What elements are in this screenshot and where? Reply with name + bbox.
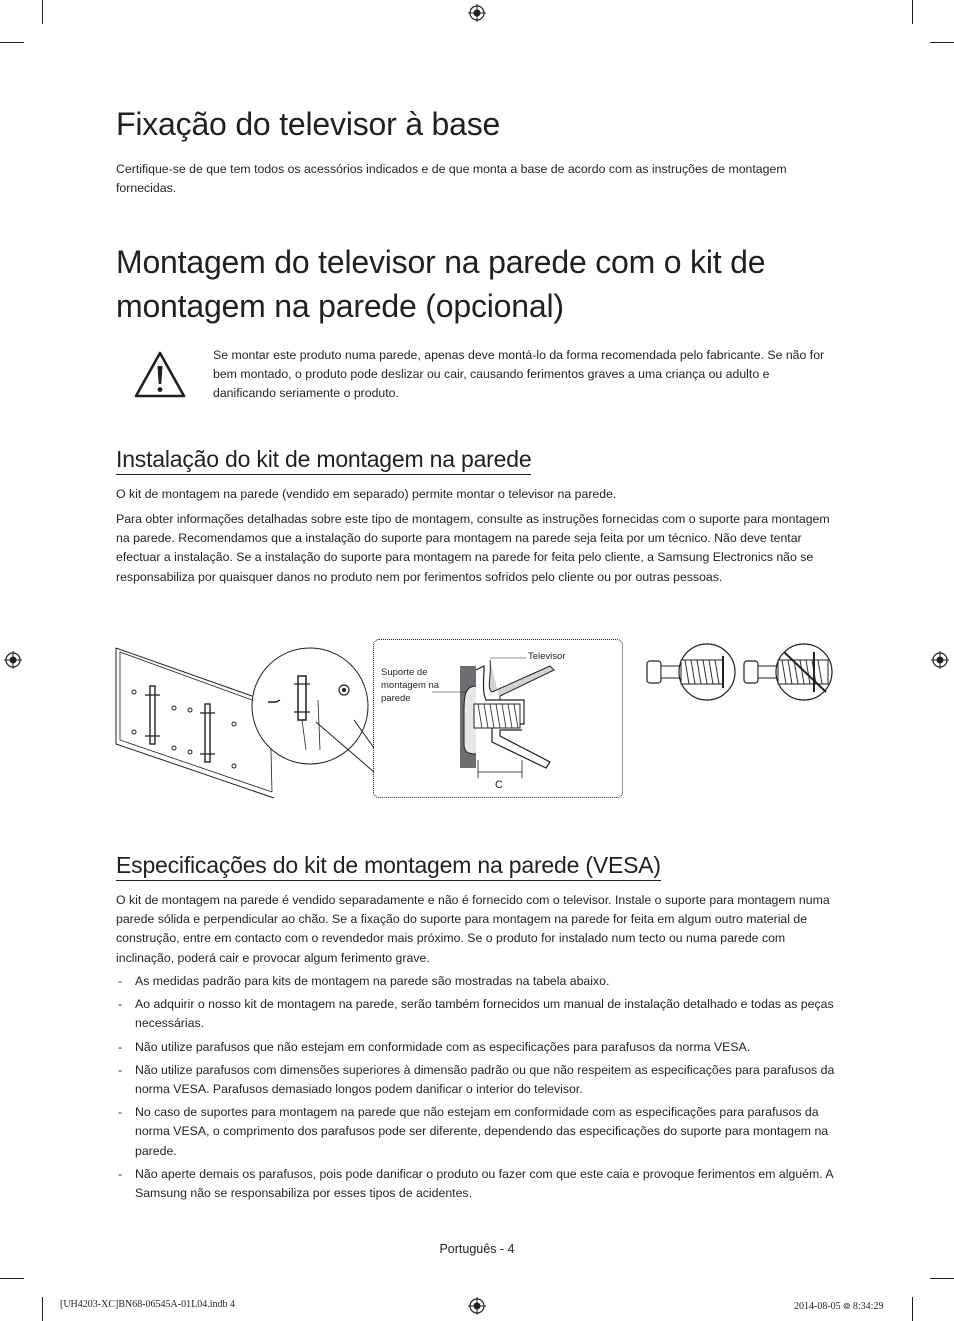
list-item: - No caso de suportes para montagem na parede que não estejam em conformidade com as especificações para parafusos da norma VESA, o comprimento dos parafusos pode ser diferente, dependendo das especificações do suporte para montagem na parede. [116, 1103, 836, 1161]
vesa-heading: Especificações do kit de montagem na parede (VESA) [116, 852, 661, 881]
registration-mark-icon [468, 1297, 486, 1315]
registration-mark-icon [4, 651, 22, 669]
cross-section-illustration [374, 640, 622, 796]
list-item: - As medidas padrão para kits de montagem na parede são mostradas na tabela abaixo. [116, 972, 836, 991]
crop-mark [0, 42, 24, 43]
list-item: - Ao adquirir o nosso kit de montagem na parede, serão também fornecidos um manual de instalação detalhado e todas as peças necessárias. [116, 995, 836, 1033]
registration-mark-icon [931, 651, 949, 669]
install-paragraph-2: Para obter informações detalhadas sobre este tipo de montagem, consulte as instruções fornecidas com o suporte para montagem na parede. Recomendamos que a instalação do suporte para montagem na parede seja feita por um técnico. Não deve tentar efectuar a instalação. Se a instalação do suporte para montagem na parede for feita pelo cliente, a Samsung Electronics não se responsabiliza por quaisquer danos no produto nem por ferimentos sofridos pelo cliente ou por outras pessoas. [116, 512, 830, 584]
registration-mark-icon [468, 4, 486, 22]
section-title: Montagem do televisor na parede com o kit de montagem na parede (opcional) [116, 244, 766, 324]
intro-text: Certifique-se de que tem todos os acessórios indicados e de que monta a base de acordo com as instruções de montagem fornecidas. [116, 162, 787, 196]
print-slug-left: [UH4203-XC]BN68-06545A-01L04.indb 4 [60, 1299, 235, 1310]
page-title: Fixação do televisor à base [116, 106, 501, 142]
crop-mark [42, 0, 43, 24]
vesa-paragraph: O kit de montagem na parede é vendido separadamente e não é fornecido com o televisor. Instale o suporte para montagem numa parede sólida e perpendicular ao chão. Se a fixação do suporte para montagem na parede for feita em algum outro material de construção, entre em contacto com o revendedor mais próximo. Se o produto for instalado num tecto ou numa parede com inclinação, poderá cair e provocar algum ferimento grave. [116, 893, 830, 965]
install-heading: Instalação do kit de montagem na parede [116, 446, 531, 475]
list-item: - Não aperte demais os parafusos, pois pode danificar o produto ou fazer com que este caia e provoque ferimentos em alguém. A Samsung não se responsabiliza por esses tipos de acidentes. [116, 1165, 836, 1203]
crop-mark [912, 0, 913, 24]
correct-screw-icon [645, 642, 737, 702]
crop-mark [930, 42, 954, 43]
vesa-bullet-list [116, 972, 836, 1207]
warning-triangle-icon [133, 350, 187, 400]
label-televisor: Televisor [528, 651, 566, 662]
incorrect-screw-icon [742, 642, 834, 702]
label-bracket: Suporte de montagem na parede [381, 667, 440, 704]
list-item: - Não utilize parafusos com dimensões superiores à dimensão padrão ou que não respeitem as especificações para parafusos da norma VESA. Parafusos demasiado longos podem danificar o interior do televisor. [116, 1061, 836, 1099]
page-number: Português - 4 [439, 1242, 515, 1256]
install-paragraph-1: O kit de montagem na parede (vendido em separado) permite montar o televisor na parede. [116, 487, 617, 501]
warning-text: Se montar este produto numa parede, apenas deve montá-lo da forma recomendada pelo fabricante. Se não for bem montado, o produto pode deslizar ou cair, causando ferimentos graves a uma criança ou adulto e danificando seriamente o produto. [213, 348, 825, 401]
crop-mark [0, 1278, 24, 1279]
label-c-dimension: C [495, 779, 503, 791]
crop-mark [912, 1297, 913, 1321]
crop-mark [42, 1297, 43, 1321]
print-slug-right: 2014-08-05 ᪤ 8:34:29 [794, 1301, 884, 1312]
list-item: - Não utilize parafusos que não estejam em conformidade com as especificações para parafusos da norma VESA. [116, 1038, 836, 1057]
crop-mark [930, 1278, 954, 1279]
zoom-detail-illustration [246, 640, 376, 780]
